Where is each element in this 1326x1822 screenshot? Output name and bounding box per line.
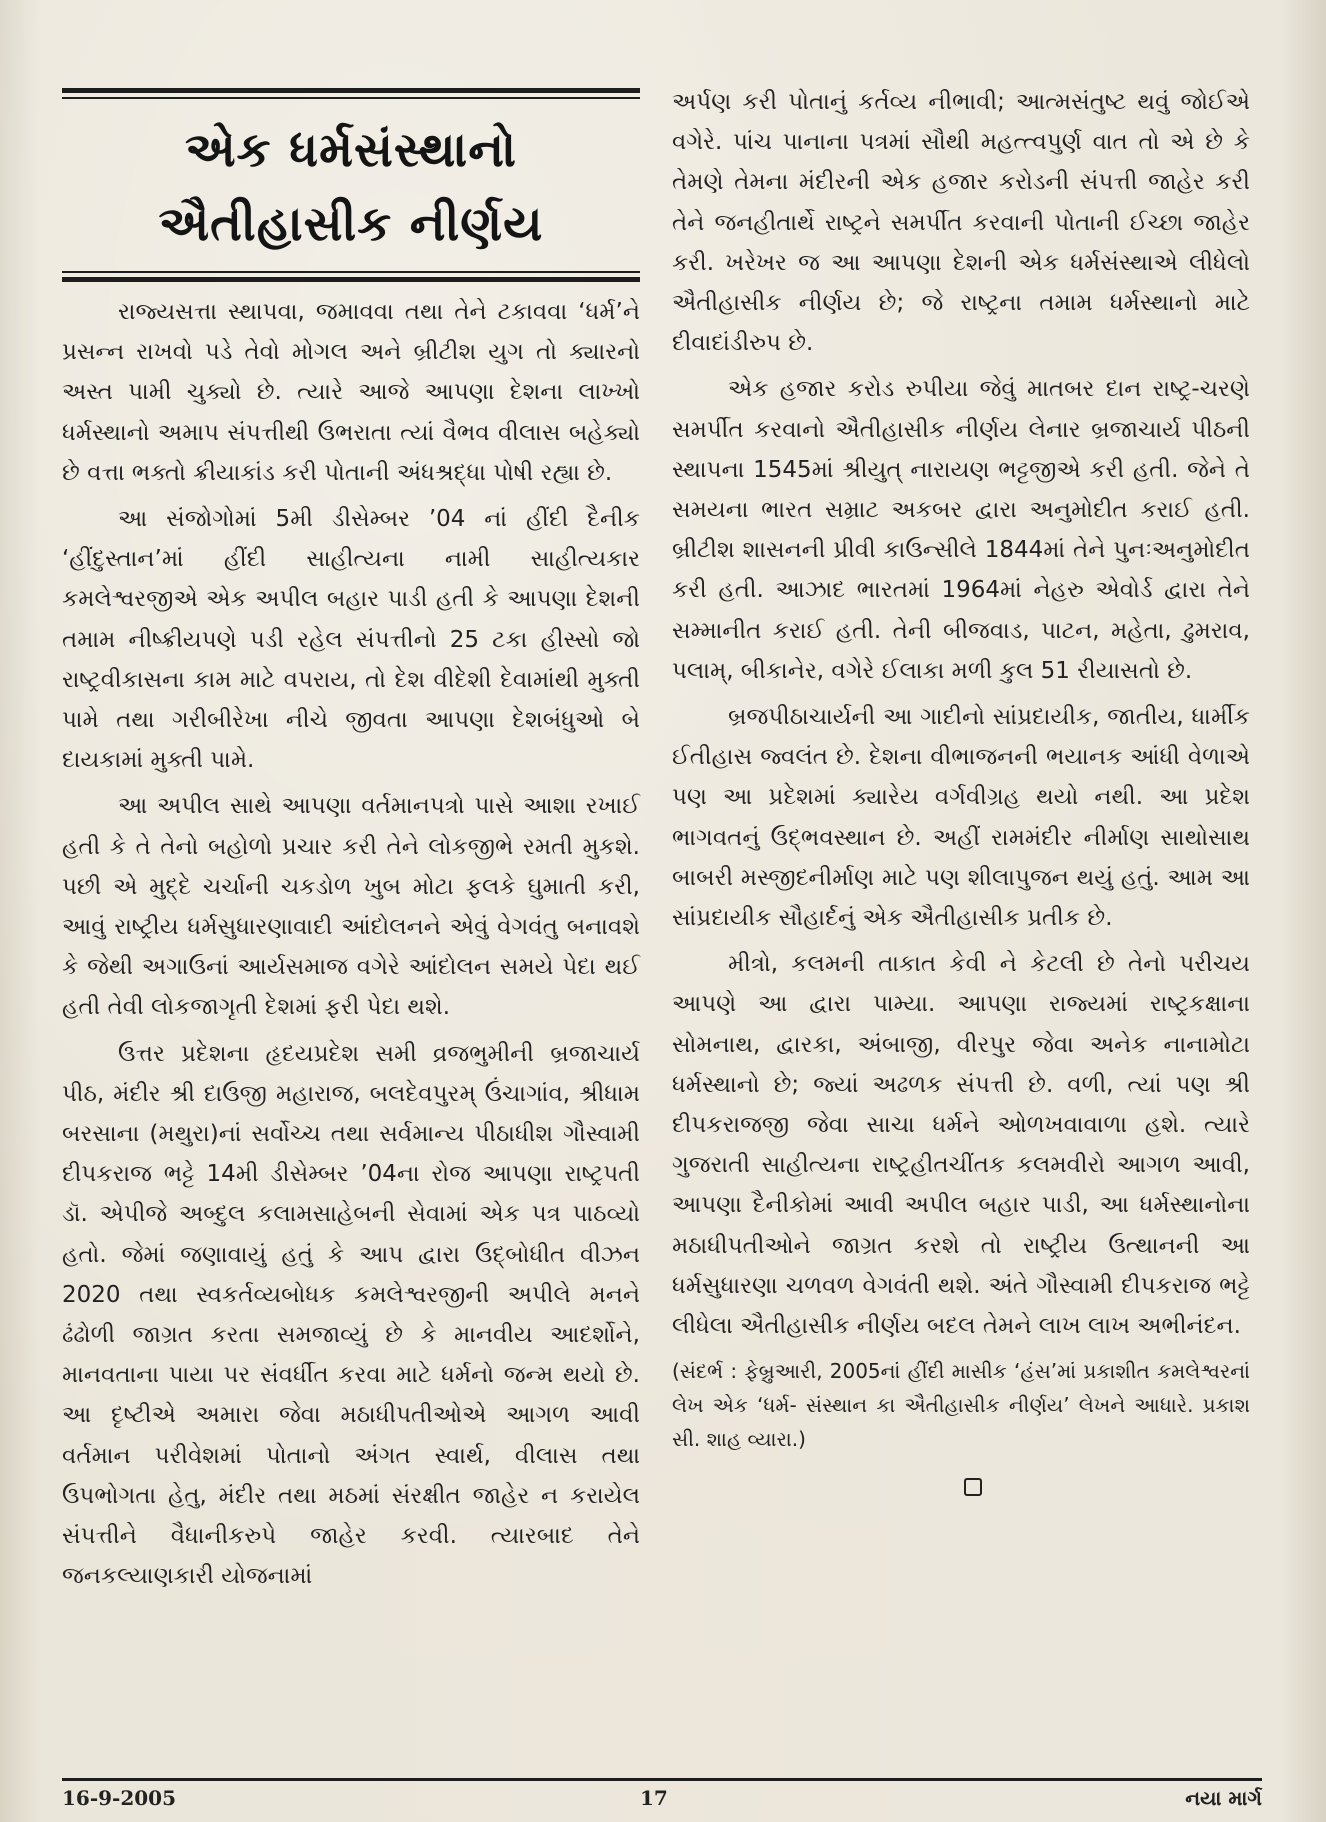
page-number: 17 [640,1786,668,1810]
magazine-name: નયા માર્ગ [1185,1786,1262,1810]
paragraph: રાજ્યસત્તા સ્થાપવા, જમાવવા તથા તેને ટકાવવા ‘ધર્મ’ને પ્રસન્ન રાખવો પડે તેવો મોગલ અને બ્રીટીશ યુગ તો ક્યારનો અસ્ત પામી ચુક્યો છે. ત્યારે આજે આપણા દેશના લાખ્ખો ધર્મસ્થાનો અમાપ સંપત્તીથી ઉભરાતા ત્યાં વૈભવ વીલાસ બહેક્યો છે વત્તા ભક્તો ક્રીયાકાંડ કરી પોતાની અંધશ્રદ્ધા પોષી રહ્યા છે. [62,299,640,486]
paragraph: અર્પણ કરી પોતાનું કર્તવ્ય નીભાવી; આત્મસંતુષ્ટ થવું જોઈએ વગેરે. પાંચ પાનાના પત્રમાં સૌથી મહત્ત્વપુર્ણ વાત તો એ છે કે તેમણે તેમના મંદીરની એક હજાર કરોડની સંપત્તી જાહેર કરી તેને જનહીતાર્થે રાષ્ટ્રને સમર્પીત કરવાની પોતાની ઈચ્છા જાહેર કરી. ખરેખર જ આ આપણા દેશની એક ધર્મસંસ્થાએ લીધેલો ઐતીહાસીક નીર્ણય છે; જે રાષ્ટ્રના તમામ ધર્મસ્થાનો માટે દીવાદાંડીરુપ છે. [672,89,1250,357]
article-title [62,99,640,271]
footer-rule [62,1778,1262,1781]
paragraph: ઉત્તર પ્રદેશના હૃદયપ્રદેશ સમી વ્રજભુમીની બ્રજાચાર્ય પીઠ, મંદીર શ્રી દાઉજી મહારાજ, બલદેવપુરમ્ ઉંચાગાંવ, શ્રીધામ બરસાના (મથુરા)નાં સર્વોચ્ચ તથા સર્વમાન્ય પીઠાધીશ ગૌસ્વામી દીપકરાજ ભટ્ટે 14મી ડીસેમ્બર ’04ના રોજ આપણા રાષ્ટ્રપતી ડૉ. એપીજે અબ્દુલ કલામસાહેબની સેવામાં એક પત્ર પાઠવ્યો હતો. જેમાં જણાવાયું હતું કે આપ દ્વારા ઉદ્બોધીત વીઝન 2020 તથા સ્વકર્તવ્યબોધક કમલેશ્વરજીની અપીલે મનને ઢંઢોળી જાગ્રત કરતા સમજાવ્યું છે કે માનવીય આદર્શોને, માનવતાના પાયા પર સંવર્ધીત કરવા માટે ધર્મનો જન્મ થયો છે. આ દૃષ્ટીએ અમારા જેવા મઠાધીપતીઓએ આગળ આવી વર્તમાન પરીવેશમાં પોતાનો અંગત સ્વાર્થ, વીલાસ તથા ઉપભોગતા હેતુ, મંદીર તથા મઠમાં સંરક્ષીત જાહેર ન કરાયેલ સંપત્તીને વૈધાનીકરુપે જાહેર કરવી. ત્યારબાદ તેને જનકલ્યાણકારી યોજનામાં [62,1040,640,1590]
right-column [672,88,1250,1496]
title-top-rule [62,88,640,93]
reference-note: (સંદર્ભ : ફેબ્રુઆરી, 2005નાં હીંદી માસીક ‘હંસ’માં પ્રકાશીત કમલેશ્વરનાં લેખ એક ‘ધર્મ- સંસ્થાન કા ઐતીહાસીક નીર્ણય’ લેખને આધારે. પ્રકાશ સી. શાહ વ્યારા.) [672,1359,1250,1452]
title-line-1: એક ધર્મસંસ્થાનો [185,122,517,178]
paragraph: આ અપીલ સાથે આપણા વર્તમાનપત્રો પાસે આશા રખાઈ હતી કે તે તેનો બહોળો પ્રચાર કરી તેને લોકજીભે રમતી મુકશે. પછી એ મુદ્દે ચર્ચાની ચકડોળ ખુબ મોટા ફલકે ઘુમાતી કરી, આવું રાષ્ટ્રીય ધર્મસુધારણાવાદી આંદોલનને એવું વેગવંતુ બનાવશે કે જેથી અગાઉનાં આર્યસમાજ વગેરે આંદોલન સમયે પેદા થઈ હતી તેવી લોકજાગૃતી દેશમાં ફરી પેદા થશે. [62,793,640,1021]
footer-date: 16-9-2005 [62,1786,177,1810]
title-bottom-rule [62,277,640,282]
paragraph: એક હજાર કરોડ રુપીયા જેવું માતબર દાન રાષ્ટ્ર-ચરણે સમર્પીત કરવાનો ઐતીહાસીક નીર્ણય લેનાર બ્રજાચાર્ય પીઠની સ્થાપના 1545માં શ્રીયુત્ નારાયણ ભટ્ટજીએ કરી હતી. જેને તે સમયના ભારત સમ્રાટ અકબર દ્વારા અનુમોદીત કરાઈ હતી. બ્રીટીશ શાસનની પ્રીવી કાઉન્સીલે 1844માં તેને પુનઃઅનુમોદીત કરી હતી. આઝાદ ભારતમાં 1964માં નેહરુ એવોર્ડ દ્વારા તેને સમ્માનીત કરાઈ હતી. તેની બીજવાડ, પાટન, મહેતા, ઢુમરાવ, પલામ્, બીકાનેર, વગેરે ઈલાકા મળી કુલ 51 રીયાસતો છે. [672,376,1250,684]
title-bottom-thin-rule [62,271,640,273]
title-line-2: ઐતીહાસીક નીર્ણય [158,196,544,252]
end-of-article-square-icon [964,1478,982,1496]
paragraph: બ્રજપીઠાચાર્યની આ ગાદીનો સાંપ્રદાયીક, જાતીય, ધાર્મીક ઈતીહાસ જ્વલંત છે. દેશના વીભાજનની ભયાનક આંધી વેળાએ પણ આ પ્રદેશમાં ક્યારેય વર્ગવીગ્રહ થયો નથી. આ પ્રદેશ ભાગવતનું ઉદ્ભવસ્થાન છે. અહીં રામમંદીર નીર્માણ સાથોસાથ બાબરી મસ્જીદનીર્માણ માટે પણ શીલાપુજન થયું હતું. આમ આ સાંપ્રદાયીક સૌહાર્દનું એક ઐતીહાસીક પ્રતીક છે. [672,704,1250,932]
page-footer [62,1786,1262,1816]
paragraph: મીત્રો, કલમની તાકાત કેવી ને કેટલી છે તેનો પરીચય આપણે આ દ્વારા પામ્યા. આપણા રાજ્યમાં રાષ્ટ્રકક્ષાના સોમનાથ, દ્વારકા, અંબાજી, વીરપુર જેવા અનેક નાનામોટા ધર્મસ્થાનો છે; જ્યાં અઢળક સંપત્તી છે. વળી, ત્યાં પણ શ્રી દીપકરાજજી જેવા સાચા ધર્મને ઓળખવાવાળા હશે. ત્યારે ગુજરાતી સાહીત્યના રાષ્ટ્રહીતચીંતક કલમવીરો આગળ આવી, આપણા દૈનીકોમાં આવી અપીલ બહાર પાડી, આ ધર્મસ્થાનોના મઠાધીપતીઓને જાગ્રત કરશે તો રાષ્ટ્રીય ઉત્થાનની આ ધર્મસુધારણા ચળવળ વેગવંતી થશે. અંતે ગૌસ્વામી દીપકરાજ ભટ્ટે લીધેલા ઐતીહાસીક નીર્ણય બદલ તેમને લાખ લાખ અભીનંદન. [672,951,1250,1340]
left-column [62,88,640,1603]
paragraph: આ સંજોગોમાં 5મી ડીસેમ્બર ’04 નાં હીંદી દૈનીક ‘હીંદુસ્તાન’માં હીંદી સાહીત્યના નામી સાહીત્યકાર કમલેશ્વરજીએ એક અપીલ બહાર પાડી હતી કે આપણા દેશની તમામ નીષ્ક્રીયપણે પડી રહેલ સંપત્તીનો 25 ટકા હીસ્સો જો રાષ્ટ્રવીકાસના કામ માટે વપરાય, તો દેશ વીદેશી દેવામાંથી મુક્તી પામે તથા ગરીબીરેખા નીચે જીવતા આપણા દેશબંધુઓ બે દાયકામાં મુક્તી પામે. [62,506,640,774]
